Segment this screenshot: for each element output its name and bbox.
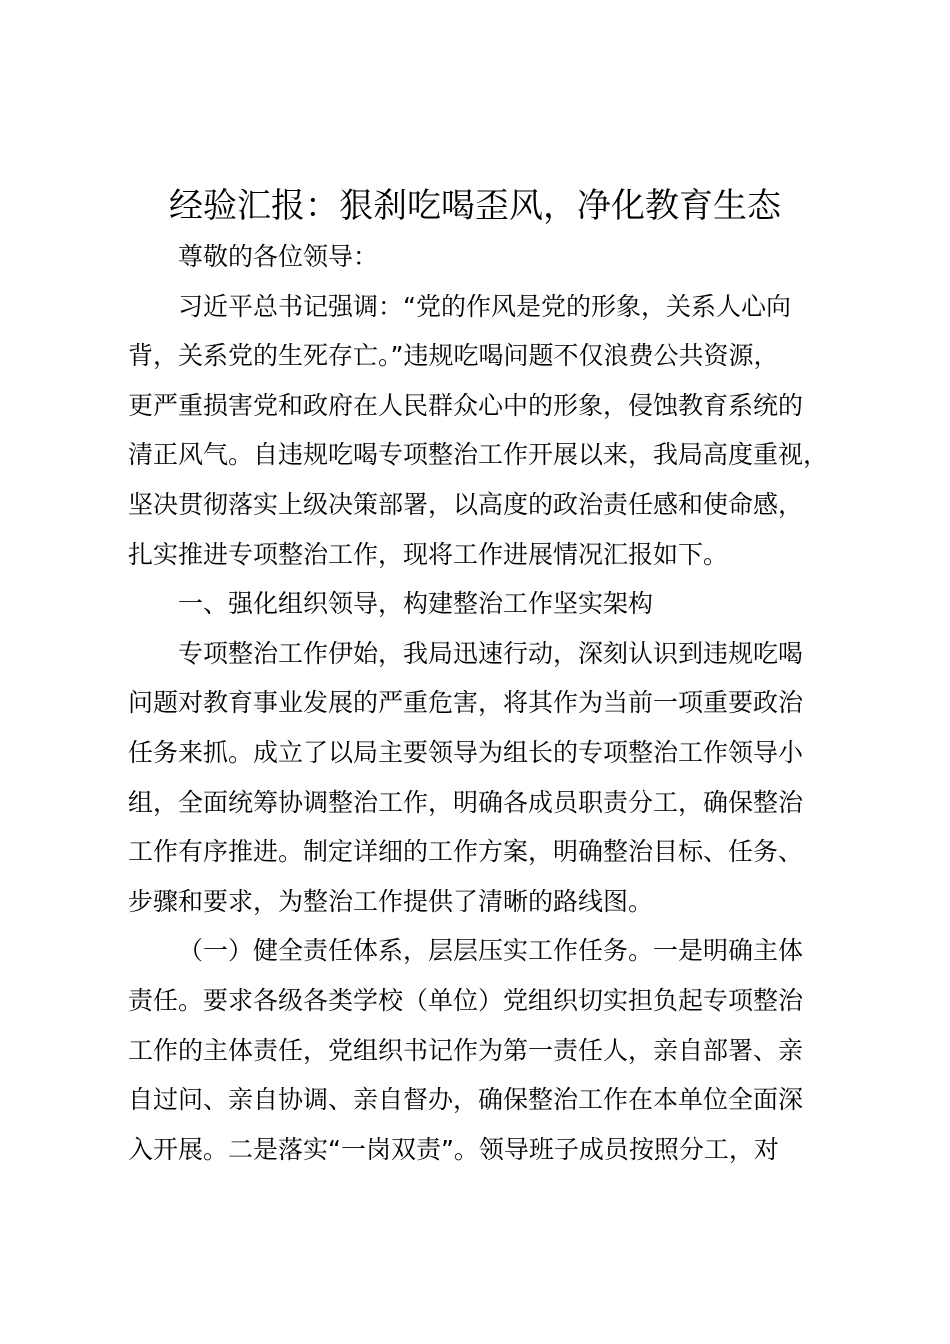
paragraph-line: 组，全面统筹协调整治工作，明确各成员职责分工，确保整治 xyxy=(128,787,804,817)
document-body xyxy=(128,232,838,1174)
paragraph-line: 专项整治工作伊始，我局迅速行动，深刻认识到违规吃喝 xyxy=(178,638,804,668)
paragraph-line: 工作有序推进。制定详细的工作方案，明确整治目标、任务、 xyxy=(128,837,804,867)
paragraph-line: 工作的主体责任，党组织书记作为第一责任人，亲自部署、亲 xyxy=(128,1035,804,1065)
section-heading: 一、强化组织领导，构建整治工作坚实架构 xyxy=(178,589,654,619)
paragraph-line: 坚决贯彻落实上级决策部署，以高度的政治责任感和使命感， xyxy=(128,489,804,519)
paragraph-line: 扎实推进专项整治工作，现将工作进展情况汇报如下。 xyxy=(128,539,729,569)
paragraph-line: 清正风气。自违规吃喝专项整治工作开展以来，我局高度重视， xyxy=(128,440,829,470)
paragraph-line: 步骤和要求，为整治工作提供了清晰的路线图。 xyxy=(128,886,654,916)
paragraph-line: 任务来抓。成立了以局主要领导为组长的专项整治工作领导小 xyxy=(128,737,804,767)
paragraph-line: 更严重损害党和政府在人民群众心中的形象，侵蚀教育系统的 xyxy=(128,390,804,420)
paragraph-line: 习近平总书记强调：“党的作风是党的形象，关系人心向 xyxy=(178,291,791,321)
paragraph-line: 入开展。二是落实“一岗双责”。领导班子成员按照分工，对 xyxy=(128,1134,779,1164)
salutation-line: 尊敬的各位领导： xyxy=(178,242,379,271)
paragraph-line: 背，关系党的生死存亡。”违规吃喝问题不仅浪费公共资源， xyxy=(128,341,779,371)
paragraph-line: 自过问、亲自协调、亲自督办，确保整治工作在本单位全面深 xyxy=(128,1085,804,1115)
paragraph-line: 问题对教育事业发展的严重危害，将其作为当前一项重要政治 xyxy=(128,688,804,718)
paragraph-line: （一）健全责任体系，层层压实工作任务。一是明确主体 xyxy=(178,936,804,966)
paragraph-line: 责任。要求各级各类学校（单位）党组织切实担负起专项整治 xyxy=(128,985,804,1015)
document-title: 经验汇报：狠刹吃喝歪风，净化教育生态 xyxy=(169,186,781,226)
